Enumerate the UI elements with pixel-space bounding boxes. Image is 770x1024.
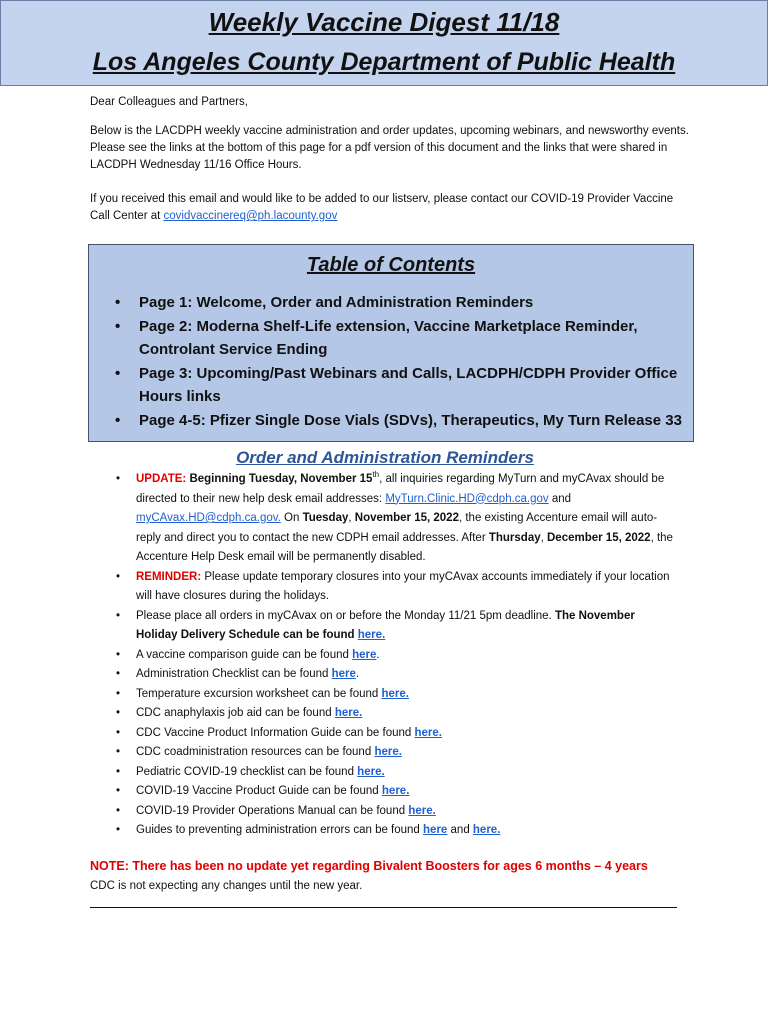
temperature-worksheet-link[interactable]: here. bbox=[381, 687, 409, 700]
intro-section bbox=[90, 94, 690, 242]
resource-text: Pediatric COVID-19 checklist can be found bbox=[136, 765, 358, 778]
list-item bbox=[136, 724, 676, 744]
resource-text: CDC Vaccine Product Information Guide can be found bbox=[136, 726, 415, 739]
toc-item: • Page 2: Moderna Shelf-Life extension, Vaccine Marketplace Reminder, Controlant Service Ending bbox=[139, 315, 693, 362]
update-text5: , bbox=[540, 531, 547, 544]
greeting: Dear Colleagues and Partners, bbox=[90, 96, 248, 108]
update-item bbox=[136, 470, 676, 568]
product-guide-link[interactable]: here. bbox=[381, 785, 410, 797]
update-text6: , the Accenture Help Desk email will be permanently disabled. bbox=[136, 531, 673, 563]
note-body: CDC is not expecting any changes until the new year. bbox=[90, 880, 363, 892]
mycavax-email-link[interactable]: myCAvax.HD@cdph.ca.gov. bbox=[136, 512, 281, 524]
update-bold1: Tuesday bbox=[302, 512, 349, 524]
listserv-paragraph bbox=[90, 191, 690, 225]
product-info-guide-link[interactable]: here. bbox=[414, 726, 442, 739]
errors-guide-link-1[interactable]: here bbox=[423, 824, 448, 836]
update-text4: , the existing Accenture email will auto-reply and direct you to contact the new CDPH email addresses. After bbox=[136, 512, 658, 544]
reminder-text: Please update temporary closures into your myCAvax accounts immediately if your location will have closures during the holidays. bbox=[136, 570, 670, 602]
update-bold2: November 15, 2022 bbox=[354, 512, 459, 524]
list-item bbox=[136, 685, 676, 705]
coadministration-link[interactable]: here. bbox=[374, 746, 402, 758]
update-sup: th bbox=[372, 470, 380, 480]
update-lead: Beginning Tuesday, November 15 bbox=[186, 473, 373, 485]
resource-text: COVID-19 Vaccine Product Guide can be found bbox=[136, 785, 382, 797]
resource-text: CDC coadministration resources can be found bbox=[136, 746, 375, 758]
resource-text: CDC anaphylaxis job aid can be found bbox=[136, 707, 335, 719]
reminders-list bbox=[136, 470, 676, 841]
divider bbox=[90, 907, 677, 908]
toc-item: • Page 3: Upcoming/Past Webinars and Calls, LACDPH/CDPH Provider Office Hours links bbox=[139, 362, 693, 409]
table-of-contents bbox=[88, 244, 694, 442]
errors-guide-link-2[interactable]: here. bbox=[472, 824, 501, 836]
errors-text: Guides to preventing administration errors can be found bbox=[136, 824, 424, 836]
list-item bbox=[136, 743, 676, 763]
reminder-label: REMINDER: bbox=[136, 570, 202, 583]
section-title: Order and Administration Reminders bbox=[236, 448, 534, 467]
update-bold4: December 15, 2022 bbox=[547, 531, 651, 544]
toc-title: Table of Contents bbox=[306, 254, 476, 276]
update-bold3: Thursday bbox=[488, 531, 541, 544]
bivalent-note: NOTE: There has been no update yet regarding Bivalent Boosters for ages 6 months – 4 years bbox=[90, 859, 648, 873]
list-item bbox=[136, 802, 676, 822]
update-label: UPDATE: bbox=[136, 473, 187, 485]
call-center-email-link[interactable]: covidvaccinereq@ph.lacounty.gov bbox=[163, 210, 338, 222]
department-title: Los Angeles County Department of Public Health bbox=[92, 48, 676, 76]
resource-after: . bbox=[376, 648, 380, 661]
errors-item bbox=[136, 821, 676, 841]
reminder-item bbox=[136, 568, 676, 607]
list-item bbox=[136, 665, 676, 685]
anaphylaxis-aid-link[interactable]: here. bbox=[334, 707, 363, 719]
resource-text: Administration Checklist can be found bbox=[136, 668, 332, 680]
admin-checklist-link[interactable]: here bbox=[331, 668, 356, 680]
update-text1: , all inquiries regarding MyTurn and myCAvax should be directed to their new help desk email addresses: bbox=[136, 473, 665, 505]
listserv-text: If you received this email and would like to be added to our listserv, please contact our COVID-19 Provider Vaccine Call Center at bbox=[90, 193, 674, 222]
resource-text: COVID-19 Provider Operations Manual can be found bbox=[136, 804, 409, 817]
operations-manual-link[interactable]: here. bbox=[408, 804, 436, 817]
list-item bbox=[136, 704, 676, 724]
orders-item bbox=[136, 607, 676, 646]
update-and: and bbox=[548, 492, 572, 505]
comparison-guide-link[interactable]: here bbox=[352, 648, 377, 661]
toc-item: • Page 1: Welcome, Order and Administration Reminders bbox=[139, 291, 693, 315]
toc-item: • Page 4-5: Pfizer Single Dose Vials (SDVs), Therapeutics, My Turn Release 33 bbox=[139, 409, 693, 433]
digest-header bbox=[0, 0, 768, 86]
pediatric-checklist-link[interactable]: here. bbox=[357, 765, 385, 778]
list-item bbox=[136, 646, 676, 666]
resource-text: A vaccine comparison guide can be found bbox=[136, 648, 353, 661]
orders-bold: The November Holiday Delivery Schedule can be found bbox=[136, 609, 635, 641]
errors-and: and bbox=[447, 824, 473, 836]
myturn-email-link[interactable]: MyTurn.Clinic.HD@cdph.ca.gov bbox=[385, 492, 549, 505]
update-text2: On bbox=[280, 512, 303, 524]
toc-list bbox=[89, 291, 693, 432]
intro-paragraph: Below is the LACDPH weekly vaccine administration and order updates, upcoming webinars, and newsworthy events. Please see the links at the bottom of this page for a pdf version of this document and the links that were shared in LACDPH Wednesday 11/16 Office Hours. bbox=[90, 125, 689, 171]
holiday-schedule-link[interactable]: here. bbox=[357, 629, 386, 641]
resource-text: Temperature excursion worksheet can be found bbox=[136, 687, 382, 700]
resource-after: . bbox=[355, 668, 360, 680]
digest-title: Weekly Vaccine Digest 11/18 bbox=[208, 7, 560, 37]
list-item bbox=[136, 763, 676, 783]
orders-text: Please place all orders in myCAvax on or before the Monday 11/21 5pm deadline. bbox=[136, 609, 555, 622]
list-item bbox=[136, 782, 676, 802]
update-text3: , bbox=[348, 512, 355, 524]
